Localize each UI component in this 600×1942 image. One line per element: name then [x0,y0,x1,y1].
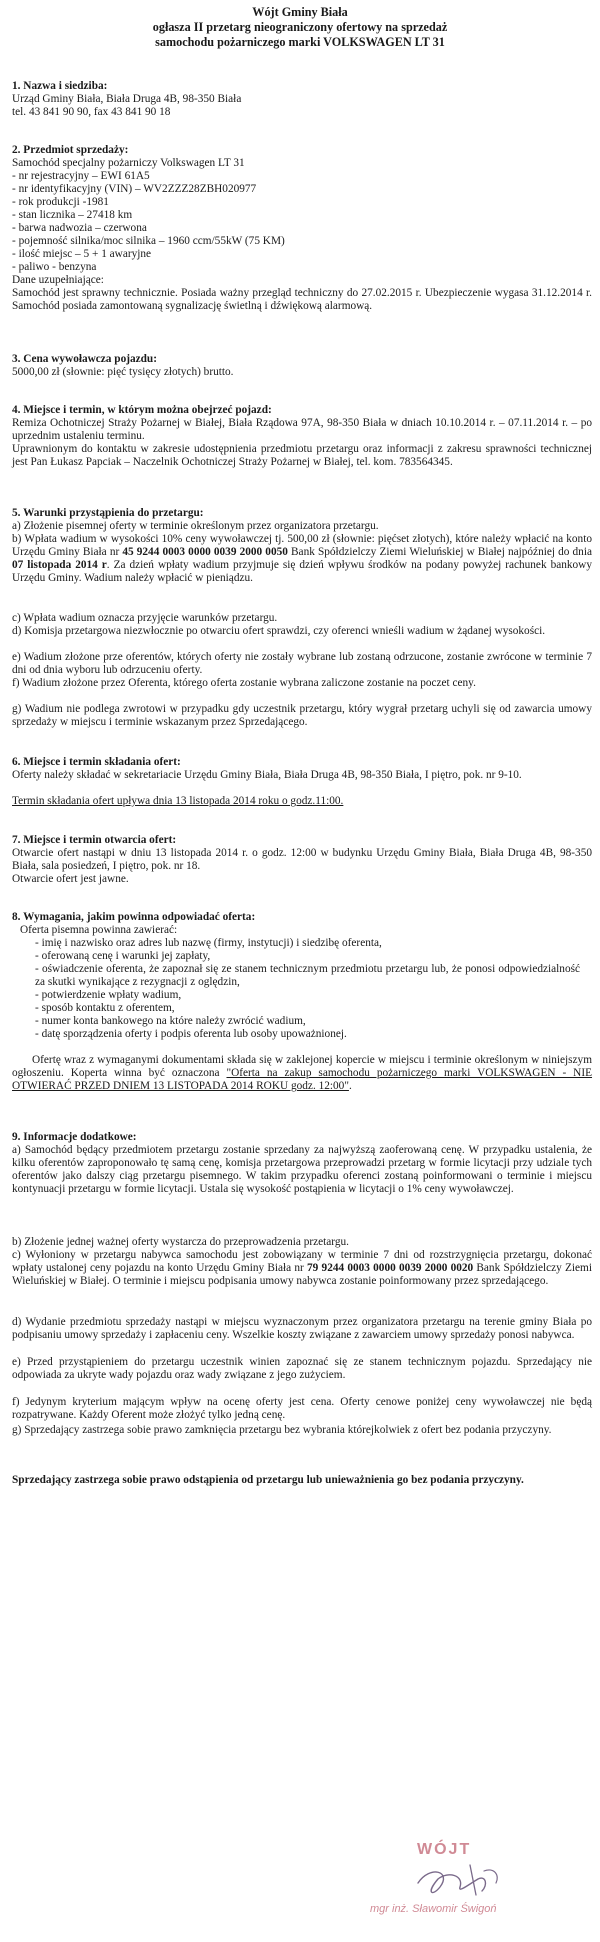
condition-b: b) Wpłata wadium w wysokości 10% ceny wywoławczej tj. 500,00 zł (słownie: pięćset złotych), które należy wpłacić na konto Urzędu Gminy Biała nr 45 9244 0003 0000 0039 2000 0050 Bank Spółdzielczy Ziemi Wieluńskiej w Białej najpóźniej do dnia 07 listopada 2014 r. Za dzień wpłaty wadium przyjmuje się dzień wpływu środków na podany powyżej rachunek bankowy Urzędu Gminy. Wadium należy wpłacić w pieniądzu. [12,533,592,585]
info-c: c) Wyłoniony w przetargu nabywca samochodu jest zobowiązany w terminie 7 dni od rozstrzygnięcia przetargu, dokonać wpłaty ustalonej ceny pojazdu na konto Urzędu Gminy Biała nr 79 9244 0003 0000 0039 2000 0020 Bank Spółdzielczy Ziemi Wieluńskiej w Białej. O terminie i miejscu podpisania umowy nabywca zostanie poinformowany przez sprzedającego. [12,1249,592,1288]
section-7-title: 7. Miejsce i termin otwarcia ofert: [12,834,177,846]
contact-person: Uprawnionym do kontaktu w zakresie udostępnienia przedmiotu przetargu oraz informacji z zakresu sprawności technicznej jest Pan Łukasz Papciak – Naczelnik Ochotniczej Straży Pożarnej w Białej, tel. kom. 783564345. [12,443,592,469]
supplementary-label: Dane uzupełniające: [12,274,104,286]
offer-requirement: - oferowaną cenę i warunki jej zapłaty, [35,950,211,962]
offer-requirement: - imię i nazwisko oraz adres lub nazwę (firmy, instytucji) i siedzibę oferenta, [35,937,382,949]
offer-requirement: - sposób kontaktu z oferentem, [35,1002,175,1014]
condition-g: g) Wadium nie podlega zwrotowi w przypadku gdy uczestnik przetargu, który wygrał przetarg uchyli się od zawarcia umowy sprzedaży w miejscu i terminie wskazanym przez Sprzedającego. [12,703,592,729]
spec-item: - ilość miejsc – 5 + 1 awaryjne [12,248,152,260]
header-subject: ogłasza II przetarg nieograniczony ofertowy na sprzedaż [152,20,448,34]
signer-name: mgr inż. Sławomir Świgoń [370,1903,497,1915]
header-issuer: Wójt Gminy Biała [252,5,348,19]
condition-c: c) Wpłata wadium oznacza przyjęcie warunków przetargu. [12,612,278,624]
offer-requirement: - oświadczenie oferenta, że zapoznał się ze stanem technicznym przedmiotu przetargu lub, że ponosi odpowiedzialność za skutki wynikające z rezygnacji z oględzin, [35,963,580,989]
spec-item: - rok produkcji -1981 [12,196,109,208]
offer-requirement: - potwierdzenie wpłaty wadium, [35,989,182,1001]
viewing-location: Remiza Ochotniczej Straży Pożarnej w Białej, Biała Rządowa 97A, 98-350 Biała w dniach 10.10.2014 r. – 07.11.2014 r. – po uprzednim ustaleniu terminu. [12,417,592,443]
offer-contents-intro: Oferta pisemna powinna zawierać: [20,924,178,936]
section-5-title: 5. Warunki przystąpienia do przetargu: [12,507,204,519]
office-phone: tel. 43 841 90 90, fax 43 841 90 18 [12,106,171,118]
offer-requirement: - datę sporządzenia oferty i podpis oferenta lub osoby upoważnionej. [35,1028,347,1040]
section-9-title: 9. Informacje dodatkowe: [12,1131,137,1143]
submission-place: Oferty należy składać w sekretariacie Urzędu Gminy Biała, Biała Druga 4B, 98-350 Biała, I piętro, pok. nr 9-10. [12,769,522,781]
header-vehicle: samochodu pożarniczego marki VOLKSWAGEN LT 31 [155,35,445,49]
supplementary-text: Samochód jest sprawny technicznie. Posiada ważny przegląd techniczny do 27.02.2015 r. Ubezpieczenie wygasa 31.12.2014 r. Samochód posiada zamontowaną sygnalizację świetlną i dźwiękową alarmową. [12,287,592,313]
offer-requirement: - numer konta bankowego na które należy zwrócić wadium, [35,1015,306,1027]
info-e: e) Przed przystąpieniem do przetargu uczestnik winien zapoznać się ze stanem technicznym pojazdu. Sprzedający nie odpowiada za ukryte wady pojazdu oraz wady związane z jego zużyciem. [12,1356,592,1382]
info-d: d) Wydanie przedmiotu sprzedaży nastąpi w miejscu wyznaczonym przez organizatora przetargu na terenie gminy Biała po podpisaniu umowy sprzedaży i zapłaceniu ceny. Wszelkie koszty związane z zawarciem umowy sprzedaży ponosi nabywca. [12,1316,592,1342]
submission-deadline: Termin składania ofert upływa dnia 13 listopada 2014 roku o godz.11:00. [12,795,344,807]
handwritten-signature [360,1835,590,1935]
envelope-marking: "Oferta na zakup samochodu pożarniczego marki VOLKSWAGEN - NIE OTWIERAĆ PRZED DNIEM 13 LISTOPADA 2014 ROKU godz. 12:00" [12,1067,593,1093]
spec-item: - nr identyfikacyjny (VIN) – WV2ZZZ28ZBH020977 [12,183,257,195]
section-1-title: 1. Nazwa i siedziba: [12,80,108,92]
opening-public-note: Otwarcie ofert jest jawne. [12,873,129,885]
section-2-title: 2. Przedmiot sprzedaży: [12,144,129,156]
spec-item: - barwa nadwozia – czerwona [12,222,147,234]
section-8-title: 8. Wymagania, jakim powinna odpowiadać oferta: [12,911,256,923]
office-address: Urząd Gminy Biała, Biała Druga 4B, 98-350 Biała [12,93,242,105]
condition-d: d) Komisja przetargowa niezwłocznie po otwarciu ofert sprawdzi, czy oferenci wnieśli wadium w żądanej wysokości. [12,625,546,637]
condition-e: e) Wadium złożone prze oferentów, których oferty nie zostały wybrane lub zostaną odrzucone, zostanie zwrócone w terminie 7 dni od dnia wyboru lub odrzuceniu oferty. [12,651,592,677]
spec-item: - nr rejestracyjny – EWI 61A5 [12,170,150,182]
info-a: a) Samochód będący przedmiotem przetargu zostanie sprzedany za najwyższą zaoferowaną cenę. W przypadku ustalenia, że kilku oferentów zaproponowało tę samą cenę, komisja przetargowa przeprowadzi przetarg w formie licytacji przy udziale tych oferentów jako dalszy ciąg przetargu pisemnego. W takim przypadku oferenci zostaną poinformowani o terminie i miejscu kontynuacji przetargu w formie licytacji. Ustala się wysokość postąpienia w licytacji o 1% ceny wywoławczej. [12,1144,592,1196]
condition-f: f) Wadium złożone przez Oferenta, którego oferta zostanie wybrana zaliczone zostanie na poczet ceny. [12,677,476,689]
document-header [0,5,600,50]
spec-item: - paliwo - benzyna [12,261,97,273]
section-6-title: 6. Miejsce i termin składania ofert: [12,756,181,768]
section-3-title: 3. Cena wywoławcza pojazdu: [12,353,157,365]
condition-a: a) Złożenie pisemnej oferty w terminie określonym przez organizatora przetargu. [12,520,379,532]
starting-price: 5000,00 zł (słownie: pięć tysięcy złotych) brutto. [12,366,234,378]
spec-item: - pojemność silnika/moc silnika – 1960 ccm/55kW (75 KM) [12,235,285,247]
stamp-title: WÓJT [417,1841,472,1858]
deposit-deadline: 07 listopada 2014 r [12,559,107,572]
info-g: g) Sprzedający zastrzega sobie prawo zamknięcia przetargu bez wybrania którejkolwiek z ofert bez podania przyczyny. [12,1424,552,1436]
opening-details: Otwarcie ofert nastąpi w dniu 13 listopada 2014 r. o godz. 12:00 w budynku Urzędu Gminy Biała, Biała Druga 4B, 98-350 Biała, sala posiedzeń, I piętro, pok. nr 18. [12,847,592,873]
vehicle-description: Samochód specjalny pożarniczy Volkswagen LT 31 [12,157,245,169]
deposit-account-number: 45 9244 0003 0000 0039 2000 0050 [122,546,288,559]
payment-account-number: 79 9244 0003 0000 0039 2000 0020 [307,1262,474,1275]
envelope-instructions: Ofertę wraz z wymaganymi dokumentami składa się w zaklejonej kopercie w miejscu i terminie określonym w niniejszym ogłoszeniu. Koperta winna być oznaczona "Oferta na zakup samochodu pożarniczego marki VOLKSWAGEN - NIE OTWIERAĆ PRZED DNIEM 13 LISTOPADA 2014 ROKU godz. 12:00". [12,1054,593,1093]
info-b: b) Złożenie jednej ważnej oferty wystarcza do przeprowadzenia przetargu. [12,1236,349,1248]
signature-stamp [360,1835,590,1935]
section-4-title: 4. Miejsce i termin, w którym można obejrzeć pojazd: [12,404,272,416]
spec-item: - stan licznika – 27418 km [12,209,133,221]
info-f: f) Jedynym kryterium mającym wpływ na ocenę oferty jest cena. Oferty cenowe poniżej ceny wywoławczej nie będą rozpatrywane. Każdy Oferent może złożyć tylko jedną cenę. [12,1396,592,1422]
closing-statement: Sprzedający zastrzega sobie prawo odstąpienia od przetargu lub unieważnienia go bez podania przyczyny. [12,1474,524,1486]
